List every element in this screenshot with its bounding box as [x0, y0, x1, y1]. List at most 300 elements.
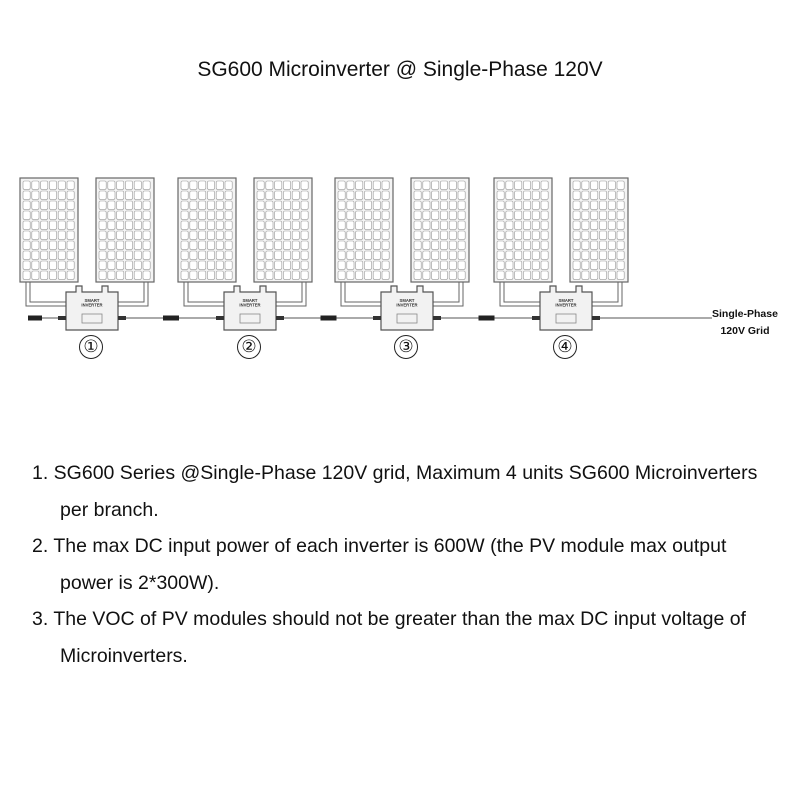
pv-cell: [506, 181, 513, 189]
pv-cell: [608, 181, 615, 189]
pv-cell: [199, 231, 206, 239]
pv-cell: [41, 241, 48, 249]
pv-cell: [23, 231, 30, 239]
pv-cell: [58, 201, 65, 209]
pv-cell: [449, 261, 456, 269]
pv-cell: [125, 271, 132, 279]
pv-cell: [582, 181, 589, 189]
dc-cable: [30, 282, 66, 302]
pv-cell: [283, 241, 290, 249]
pv-cell: [541, 201, 548, 209]
ac-cable-coupler: [321, 316, 337, 321]
pv-cell: [266, 241, 273, 249]
pv-cell: [67, 221, 74, 229]
pv-cell: [382, 261, 389, 269]
pv-cell: [266, 181, 273, 189]
pv-cell: [414, 251, 421, 259]
pv-cell: [32, 271, 39, 279]
note-item: 1. SG600 Series @Single-Phase 120V grid, Maximum 4 units SG600 Microinverters per branch.: [32, 462, 758, 521]
pv-cell: [143, 241, 150, 249]
pv-cell: [134, 181, 141, 189]
pv-cell: [143, 191, 150, 199]
pv-module: [178, 178, 236, 306]
pv-cell: [23, 191, 30, 199]
pv-cell: [117, 261, 124, 269]
pv-cell: [190, 231, 197, 239]
pv-cell: [497, 261, 504, 269]
pv-cell: [356, 271, 363, 279]
pv-cell: [373, 251, 380, 259]
pv-cell: [432, 201, 439, 209]
pv-cell: [382, 251, 389, 259]
pv-cell: [58, 241, 65, 249]
pv-cell: [199, 201, 206, 209]
pv-cell: [143, 271, 150, 279]
pv-cell: [599, 211, 606, 219]
pv-cell: [283, 231, 290, 239]
pv-cell: [440, 211, 447, 219]
pv-cell: [181, 191, 188, 199]
pv-cell: [506, 261, 513, 269]
pv-cell: [338, 211, 345, 219]
pv-cell: [207, 211, 214, 219]
pv-cell: [373, 271, 380, 279]
pv-cell: [32, 241, 39, 249]
pv-cell: [58, 271, 65, 279]
pv-cell: [134, 261, 141, 269]
pv-cell: [134, 251, 141, 259]
pv-cell: [364, 251, 371, 259]
pv-cell: [364, 241, 371, 249]
pv-cell: [301, 251, 308, 259]
unit-number-2: ②: [234, 332, 264, 359]
pv-cell: [108, 261, 115, 269]
pv-module: [20, 178, 78, 306]
pv-cell: [49, 251, 56, 259]
pv-cell: [497, 221, 504, 229]
pv-cell: [506, 191, 513, 199]
inverter-label: SMART: [242, 298, 258, 303]
pv-cell: [207, 241, 214, 249]
pv-cell: [423, 191, 430, 199]
pv-cell: [414, 181, 421, 189]
pv-cell: [608, 231, 615, 239]
pv-cell: [599, 261, 606, 269]
pv-cell: [32, 211, 39, 219]
pv-cell: [617, 201, 624, 209]
pv-cell: [423, 251, 430, 259]
pv-cell: [67, 261, 74, 269]
pv-cell: [58, 261, 65, 269]
pv-cell: [257, 271, 264, 279]
pv-cell: [440, 251, 447, 259]
pv-cell: [414, 241, 421, 249]
pv-cell: [266, 261, 273, 269]
pv-cell: [382, 181, 389, 189]
pv-cell: [108, 251, 115, 259]
pv-cell: [458, 181, 465, 189]
pv-cell: [573, 191, 580, 199]
pv-cell: [338, 271, 345, 279]
pv-cell: [67, 201, 74, 209]
pv-cell: [541, 271, 548, 279]
pv-cell: [207, 271, 214, 279]
dc-cable: [188, 282, 224, 302]
pv-cell: [458, 271, 465, 279]
pv-cell: [423, 181, 430, 189]
pv-cell: [275, 251, 282, 259]
pv-cell: [49, 181, 56, 189]
pv-cell: [440, 201, 447, 209]
pv-cell: [458, 231, 465, 239]
pv-cell: [541, 251, 548, 259]
pv-cell: [143, 261, 150, 269]
pv-cell: [125, 231, 132, 239]
inverter-label: INVERTER: [555, 302, 577, 308]
pv-cell: [283, 201, 290, 209]
pv-cell: [32, 221, 39, 229]
pv-cell: [32, 261, 39, 269]
pv-cell: [67, 211, 74, 219]
pv-cell: [414, 211, 421, 219]
pv-cell: [356, 191, 363, 199]
microinverter-3: [373, 286, 441, 330]
pv-cell: [373, 231, 380, 239]
pv-cell: [506, 211, 513, 219]
pv-cell: [497, 181, 504, 189]
pv-cell: [582, 201, 589, 209]
pv-cell: [181, 261, 188, 269]
pv-cell: [301, 191, 308, 199]
pv-cell: [125, 241, 132, 249]
pv-cell: [364, 201, 371, 209]
pv-cell: [23, 211, 30, 219]
pv-module: [494, 178, 552, 306]
pv-cell: [257, 181, 264, 189]
pv-cell: [67, 251, 74, 259]
pv-cell: [190, 261, 197, 269]
pv-cell: [117, 221, 124, 229]
pv-cell: [125, 221, 132, 229]
pv-cell: [99, 181, 106, 189]
pv-cell: [449, 271, 456, 279]
pv-cell: [617, 261, 624, 269]
pv-cell: [58, 191, 65, 199]
pv-cell: [99, 201, 106, 209]
pv-cell: [181, 231, 188, 239]
pv-cell: [373, 211, 380, 219]
pv-cell: [108, 221, 115, 229]
pv-cell: [99, 231, 106, 239]
note-item: 2. The max DC input power of each inverter is 600W (the PV module max output power is 2*300W).: [32, 535, 727, 594]
pv-cell: [608, 251, 615, 259]
pv-cell: [497, 271, 504, 279]
pv-cell: [266, 211, 273, 219]
pv-cell: [573, 201, 580, 209]
microinverter-2: [216, 286, 284, 330]
pv-cell: [108, 241, 115, 249]
pv-cell: [275, 271, 282, 279]
pv-cell: [617, 231, 624, 239]
pv-cell: [523, 241, 530, 249]
pv-cell: [58, 231, 65, 239]
pv-cell: [257, 251, 264, 259]
pv-cell: [216, 191, 223, 199]
pv-cell: [617, 181, 624, 189]
pv-cell: [373, 181, 380, 189]
pv-cell: [523, 261, 530, 269]
pv-cell: [432, 271, 439, 279]
pv-cell: [573, 271, 580, 279]
pv-cell: [190, 251, 197, 259]
pv-cell: [458, 211, 465, 219]
pv-cell: [49, 261, 56, 269]
pv-cell: [207, 231, 214, 239]
pv-cell: [617, 221, 624, 229]
pv-cell: [207, 251, 214, 259]
pv-cell: [199, 181, 206, 189]
pv-cell: [541, 191, 548, 199]
pv-cell: [515, 221, 522, 229]
pv-cell: [364, 231, 371, 239]
pv-cell: [292, 211, 299, 219]
pv-cell: [440, 191, 447, 199]
pv-cell: [423, 271, 430, 279]
end-cap: [28, 316, 42, 321]
pv-cell: [225, 191, 232, 199]
pv-cell: [373, 191, 380, 199]
pv-cell: [591, 191, 598, 199]
pv-cell: [373, 201, 380, 209]
pv-cell: [573, 221, 580, 229]
pv-cell: [49, 211, 56, 219]
pv-cell: [515, 191, 522, 199]
pv-cell: [225, 201, 232, 209]
pv-cell: [432, 261, 439, 269]
pv-cell: [117, 251, 124, 259]
pv-cell: [41, 251, 48, 259]
pv-cell: [266, 271, 273, 279]
pv-cell: [423, 261, 430, 269]
pv-cell: [266, 201, 273, 209]
pv-cell: [117, 271, 124, 279]
pv-cell: [99, 211, 106, 219]
pv-cell: [382, 231, 389, 239]
pv-cell: [347, 201, 354, 209]
pv-cell: [515, 201, 522, 209]
pv-cell: [608, 201, 615, 209]
pv-cell: [582, 231, 589, 239]
pv-cell: [99, 221, 106, 229]
pv-cell: [216, 271, 223, 279]
pv-cell: [347, 221, 354, 229]
pv-cell: [497, 231, 504, 239]
pv-cell: [599, 231, 606, 239]
pv-cell: [608, 191, 615, 199]
note-item: 3. The VOC of PV modules should not be greater than the max DC input voltage of Microinverters.: [32, 608, 746, 667]
pv-cell: [134, 191, 141, 199]
pv-cell: [99, 251, 106, 259]
pv-cell: [440, 271, 447, 279]
pv-cell: [257, 231, 264, 239]
pv-cell: [432, 211, 439, 219]
pv-cell: [432, 231, 439, 239]
pv-module: [335, 178, 393, 306]
pv-cell: [199, 251, 206, 259]
pv-cell: [134, 231, 141, 239]
pv-cell: [225, 211, 232, 219]
pv-cell: [617, 271, 624, 279]
pv-cell: [199, 261, 206, 269]
pv-cell: [497, 241, 504, 249]
pv-cell: [347, 191, 354, 199]
pv-cell: [532, 261, 539, 269]
pv-cell: [432, 221, 439, 229]
pv-cell: [541, 221, 548, 229]
pv-cell: [225, 221, 232, 229]
pv-cell: [301, 181, 308, 189]
pv-cell: [181, 201, 188, 209]
pv-cell: [523, 181, 530, 189]
pv-cell: [541, 231, 548, 239]
pv-cell: [216, 201, 223, 209]
pv-cell: [257, 191, 264, 199]
pv-cell: [523, 231, 530, 239]
inverter-label: INVERTER: [396, 302, 418, 308]
pv-cell: [41, 271, 48, 279]
pv-cell: [49, 271, 56, 279]
pv-cell: [216, 181, 223, 189]
pv-cell: [292, 261, 299, 269]
pv-cell: [266, 221, 273, 229]
pv-cell: [591, 271, 598, 279]
pv-cell: [257, 221, 264, 229]
pv-cell: [99, 271, 106, 279]
pv-cell: [216, 241, 223, 249]
pv-cell: [382, 221, 389, 229]
pv-cell: [347, 271, 354, 279]
pv-cell: [356, 201, 363, 209]
pv-cell: [283, 191, 290, 199]
pv-cell: [207, 181, 214, 189]
pv-cell: [117, 201, 124, 209]
pv-cell: [515, 181, 522, 189]
pv-cell: [49, 201, 56, 209]
pv-cell: [582, 261, 589, 269]
pv-cell: [99, 241, 106, 249]
dc-cable: [433, 282, 459, 302]
pv-cell: [190, 241, 197, 249]
pv-cell: [582, 251, 589, 259]
pv-cell: [134, 211, 141, 219]
pv-cell: [49, 231, 56, 239]
pv-cell: [181, 211, 188, 219]
pv-cell: [599, 191, 606, 199]
pv-cell: [373, 261, 380, 269]
pv-cell: [449, 231, 456, 239]
pv-cell: [617, 251, 624, 259]
pv-cell: [257, 261, 264, 269]
pv-cell: [283, 261, 290, 269]
ac-connector: [216, 316, 224, 320]
pv-cell: [275, 261, 282, 269]
pv-cell: [608, 271, 615, 279]
pv-cell: [591, 251, 598, 259]
pv-cell: [440, 241, 447, 249]
pv-cell: [347, 241, 354, 249]
pv-cell: [108, 191, 115, 199]
pv-cell: [338, 261, 345, 269]
pv-cell: [338, 201, 345, 209]
pv-cell: [32, 181, 39, 189]
pv-cell: [414, 271, 421, 279]
pv-cell: [181, 251, 188, 259]
notes-list: [32, 455, 782, 674]
pv-cell: [134, 221, 141, 229]
pv-cell: [117, 241, 124, 249]
pv-cell: [190, 221, 197, 229]
pv-cell: [283, 251, 290, 259]
pv-cell: [356, 181, 363, 189]
pv-cell: [449, 201, 456, 209]
pv-cell: [32, 201, 39, 209]
pv-cell: [58, 251, 65, 259]
pv-cell: [449, 211, 456, 219]
page-title: SG600 Microinverter @ Single-Phase 120V: [197, 58, 603, 81]
pv-cell: [143, 201, 150, 209]
pv-cell: [347, 181, 354, 189]
pv-cell: [266, 231, 273, 239]
pv-cell: [338, 221, 345, 229]
pv-cell: [225, 181, 232, 189]
pv-cell: [608, 241, 615, 249]
pv-cell: [617, 191, 624, 199]
pv-cell: [582, 211, 589, 219]
pv-cell: [440, 261, 447, 269]
pv-cell: [591, 261, 598, 269]
pv-cell: [582, 191, 589, 199]
unit-number-1: ①: [76, 332, 106, 359]
pv-cell: [532, 211, 539, 219]
pv-cell: [301, 261, 308, 269]
pv-cell: [523, 251, 530, 259]
pv-cell: [58, 181, 65, 189]
pv-cell: [207, 221, 214, 229]
pv-cell: [275, 241, 282, 249]
pv-cell: [199, 241, 206, 249]
inverter-label: SMART: [558, 298, 574, 303]
pv-cell: [458, 201, 465, 209]
pv-cell: [458, 191, 465, 199]
pv-cell: [216, 231, 223, 239]
pv-cell: [292, 271, 299, 279]
pv-cell: [283, 221, 290, 229]
pv-cell: [199, 221, 206, 229]
pv-cell: [449, 191, 456, 199]
pv-cell: [347, 251, 354, 259]
pv-cell: [573, 211, 580, 219]
pv-cell: [608, 221, 615, 229]
pv-cell: [532, 241, 539, 249]
pv-cell: [292, 231, 299, 239]
pv-cell: [449, 251, 456, 259]
pv-cell: [190, 191, 197, 199]
pv-cell: [364, 221, 371, 229]
pv-cell: [143, 251, 150, 259]
pv-cell: [283, 211, 290, 219]
pv-cell: [58, 211, 65, 219]
pv-cell: [338, 181, 345, 189]
